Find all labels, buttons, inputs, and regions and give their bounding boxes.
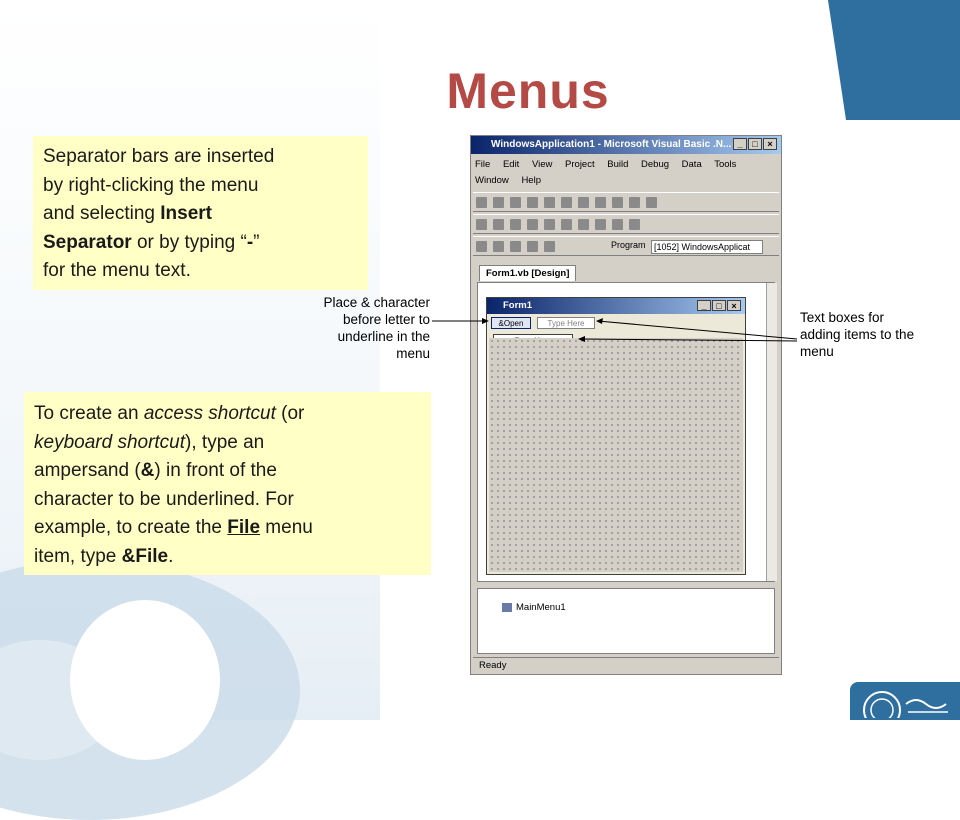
window-title: WindowsApplication1 - Microsoft Visual Basic .N... [491, 139, 732, 150]
note-line: for the menu text. [43, 260, 191, 281]
note-line: ampersand (&) in front of the [34, 460, 277, 481]
menu-item-editor[interactable]: &Open [491, 317, 531, 329]
menu-file[interactable]: File [475, 159, 491, 170]
arrow-right-bottom [580, 339, 797, 341]
note-line: by right-clicking the menu [43, 174, 259, 196]
tab-form1-design[interactable]: Form1.vb [Design] [479, 265, 576, 281]
maximize-button[interactable]: □ [748, 138, 762, 150]
menu-debug[interactable]: Debug [641, 159, 670, 170]
arrowhead-left [482, 318, 489, 324]
status-text: Ready [479, 660, 507, 671]
slide-title: Menus [446, 63, 610, 119]
menu-tools[interactable]: Tools [714, 159, 737, 170]
arrowhead-right-bottom [578, 336, 585, 342]
program-select[interactable]: [1052] WindowsApplicat [651, 240, 763, 254]
menu-edit[interactable]: Edit [502, 159, 520, 170]
textbox-callout: Text boxes for adding items to the menu [800, 310, 915, 359]
note-line: keyboard shortcut), type an [34, 431, 265, 453]
menu-project[interactable]: Project [565, 159, 595, 170]
note-line: To create an access shortcut (or [34, 403, 305, 424]
ampersand-callout: Place & character before letter to underline in the menu [323, 295, 430, 361]
form-maximize-button[interactable]: □ [712, 300, 726, 311]
minimize-button[interactable]: _ [733, 138, 747, 150]
menu-help[interactable]: Help [521, 175, 541, 186]
type-here-horizontal[interactable]: Type Here [537, 317, 595, 329]
form-close-button[interactable]: × [727, 300, 741, 311]
form1-title: Form1 [503, 300, 533, 311]
arrowhead-right-top [596, 318, 603, 324]
note-line: example, to create the File menu [34, 517, 313, 538]
program-label: Program [611, 240, 646, 250]
form-minimize-button[interactable]: _ [697, 300, 711, 311]
note-line: and selecting Insert [43, 203, 212, 224]
menu-build[interactable]: Build [607, 159, 629, 170]
note-line: item, type &File. [34, 545, 174, 567]
close-button[interactable]: × [763, 138, 777, 150]
note-line: Separator or by typing “-” [43, 231, 260, 253]
note-line: Separator bars are inserted [43, 146, 275, 167]
menu-window[interactable]: Window [475, 175, 509, 186]
menu-view[interactable]: View [531, 159, 553, 170]
menu-data[interactable]: Data [681, 159, 702, 170]
note-line: character to be underlined. For [34, 488, 294, 510]
tray-item-mainmenu1[interactable]: MainMenu1 [516, 602, 566, 613]
arrow-right-top [598, 321, 797, 339]
